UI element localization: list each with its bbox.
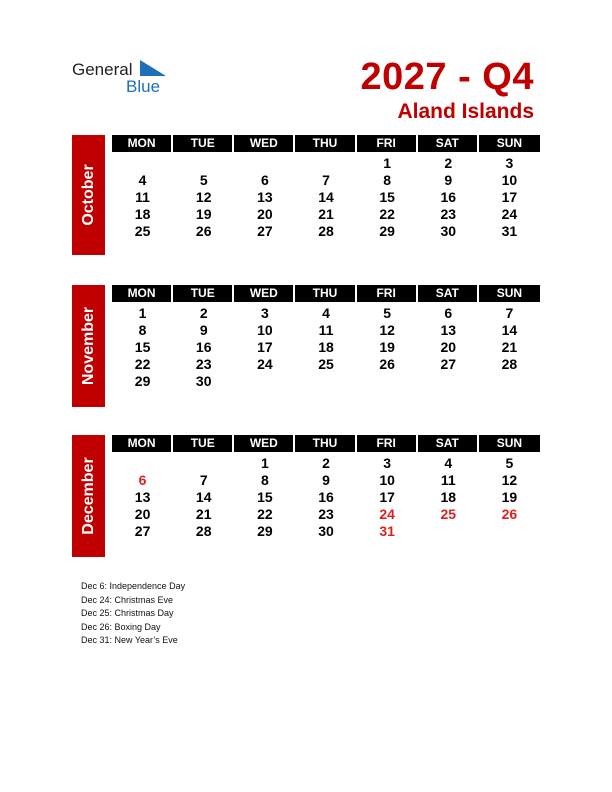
day-cell: 25 [440, 506, 457, 522]
holiday-list-item: Dec 24: Christmas Eve [81, 594, 174, 605]
day-cell: 16 [195, 339, 212, 355]
day-cell: 18 [318, 339, 334, 355]
day-cell: 4 [138, 172, 147, 188]
day-cell: 9 [199, 322, 208, 338]
weekday-label: MON [112, 285, 173, 302]
logo-text-general: General [72, 60, 133, 79]
day-cell: 7 [322, 172, 330, 188]
day-cell: 26 [379, 356, 395, 372]
logo-triangle-icon [140, 60, 166, 76]
day-cell [295, 155, 356, 172]
day-cell: 8 [383, 172, 392, 188]
day-cell [418, 373, 479, 390]
page-subtitle: Aland Islands [397, 100, 534, 123]
day-cell: 26 [195, 223, 212, 239]
day-cell: 7 [199, 472, 208, 488]
day-cell: 18 [440, 489, 457, 505]
day-cell: 15 [257, 489, 273, 505]
day-cell: 30 [440, 223, 457, 239]
day-cell [295, 373, 356, 390]
day-cell: 3 [505, 155, 514, 171]
weekday-label: FRI [357, 285, 418, 302]
holiday-list-item: Dec 25: Christmas Day [81, 608, 174, 618]
day-cell: 31 [379, 523, 395, 539]
day-cell: 19 [501, 489, 518, 505]
day-cell [234, 155, 295, 172]
day-cell: 1 [260, 455, 269, 471]
day-cell: 28 [501, 356, 518, 372]
day-cell: 22 [257, 506, 273, 522]
day-cell [479, 373, 540, 390]
day-cell: 9 [444, 172, 453, 188]
day-cell: 31 [501, 223, 518, 239]
month-label-bar [72, 435, 105, 557]
day-cell: 21 [318, 206, 334, 222]
day-cell: 27 [257, 223, 273, 239]
day-cell: 28 [195, 523, 212, 539]
weekday-label: MON [112, 435, 173, 452]
weekday-header [112, 135, 540, 152]
day-cell: 28 [318, 223, 334, 239]
day-cell: 27 [134, 523, 151, 539]
day-cell: 16 [440, 189, 457, 205]
day-cell [173, 455, 234, 472]
day-cell: 27 [440, 356, 457, 372]
day-cell: 17 [501, 189, 518, 205]
holiday-list [81, 580, 185, 648]
day-cell: 23 [195, 356, 212, 372]
day-cell: 17 [379, 489, 395, 505]
day-cell: 21 [195, 506, 212, 522]
day-cell [173, 155, 234, 172]
month-label-bar [72, 285, 105, 407]
day-cell: 20 [134, 506, 151, 522]
day-cell: 9 [322, 472, 330, 488]
day-cell: 14 [318, 189, 334, 205]
month-name: October [79, 164, 97, 226]
day-cell: 13 [440, 322, 457, 338]
day-cell: 21 [501, 339, 518, 355]
day-cell: 6 [260, 172, 269, 188]
day-cell: 12 [195, 189, 212, 205]
day-cell: 22 [134, 356, 151, 372]
day-cell: 3 [383, 455, 392, 471]
day-cell: 6 [138, 472, 147, 488]
day-cell [112, 155, 173, 172]
day-cell: 15 [134, 339, 151, 355]
holiday-list-item: Dec 26: Boxing Day [81, 621, 161, 632]
day-cell: 8 [138, 322, 147, 338]
day-cell: 11 [440, 472, 456, 488]
day-cell: 11 [318, 322, 334, 338]
day-cell: 29 [134, 373, 151, 389]
weekday-label: THU [295, 285, 356, 302]
weekday-label: TUE [173, 135, 234, 152]
holiday-list-item: Dec 31: New Year’s Eve [81, 635, 178, 645]
weekday-label: MON [112, 135, 173, 152]
day-cell [234, 373, 295, 390]
day-grid [112, 455, 540, 540]
weekday-header [112, 285, 540, 302]
day-cell: 26 [501, 506, 518, 522]
day-cell: 29 [257, 523, 273, 539]
day-cell: 16 [318, 489, 334, 505]
day-cell [418, 523, 479, 540]
weekday-label: FRI [357, 135, 418, 152]
weekday-label: SAT [418, 135, 479, 152]
day-cell: 11 [135, 189, 150, 205]
day-cell: 24 [501, 206, 518, 222]
day-cell: 12 [501, 472, 518, 488]
day-cell: 8 [260, 472, 269, 488]
day-cell: 25 [134, 223, 151, 239]
day-cell: 18 [134, 206, 151, 222]
day-cell: 7 [505, 305, 514, 321]
day-cell: 10 [501, 172, 518, 188]
day-cell: 24 [257, 356, 273, 372]
day-cell: 5 [505, 455, 514, 471]
day-cell: 5 [199, 172, 208, 188]
day-grid [112, 155, 540, 240]
day-cell: 13 [257, 189, 273, 205]
logo-text-blue: Blue [126, 77, 161, 96]
brand-logo [72, 60, 172, 96]
day-cell: 19 [379, 339, 395, 355]
weekday-label: SUN [496, 436, 523, 450]
weekday-label: SAT [418, 285, 479, 302]
day-cell: 5 [383, 305, 392, 321]
day-cell: 22 [379, 206, 395, 222]
day-cell: 13 [134, 489, 151, 505]
day-cell: 15 [379, 189, 395, 205]
month-name: November [79, 306, 97, 386]
day-cell: 30 [195, 373, 212, 389]
day-cell: 24 [379, 506, 395, 522]
day-cell: 17 [257, 339, 273, 355]
weekday-label: TUE [173, 285, 234, 302]
day-cell: 19 [195, 206, 212, 222]
weekday-label: SAT [418, 435, 479, 452]
weekday-label: TUE [173, 435, 234, 452]
day-cell: 20 [440, 339, 457, 355]
day-cell: 12 [379, 322, 395, 338]
weekday-header [112, 435, 540, 452]
day-cell: 23 [440, 206, 457, 222]
day-cell [112, 455, 173, 472]
day-cell: 29 [379, 223, 395, 239]
weekday-label: FRI [357, 435, 418, 452]
day-cell: 10 [257, 322, 273, 338]
day-cell: 20 [257, 206, 273, 222]
day-cell: 1 [138, 305, 147, 321]
month-name: December [79, 457, 97, 535]
weekday-label: WED [234, 135, 295, 152]
day-cell: 30 [318, 523, 334, 539]
holiday-list-item: Dec 6: Independence Day [81, 581, 186, 591]
weekday-label: WED [234, 285, 295, 302]
day-cell: 2 [199, 305, 208, 321]
day-cell: 2 [444, 155, 453, 171]
day-cell: 14 [195, 489, 212, 505]
weekday-label: WED [234, 435, 295, 452]
day-cell: 2 [322, 455, 330, 471]
day-cell: 14 [501, 322, 518, 338]
day-cell: 4 [444, 455, 453, 471]
day-cell: 6 [444, 305, 453, 321]
day-grid [112, 305, 540, 390]
day-cell: 23 [318, 506, 334, 522]
month-label-bar [72, 135, 105, 255]
day-cell: 1 [383, 155, 392, 171]
weekday-label: SUN [496, 136, 523, 150]
day-cell: 10 [379, 472, 395, 488]
weekday-label: THU [295, 135, 356, 152]
weekday-label: THU [295, 435, 356, 452]
day-cell: 4 [322, 305, 330, 321]
day-cell [357, 373, 418, 390]
day-cell: 25 [318, 356, 334, 372]
day-cell: 3 [260, 305, 269, 321]
weekday-label: SUN [496, 286, 523, 300]
page-title: 2027 - Q4 [360, 56, 534, 98]
day-cell [479, 523, 540, 540]
